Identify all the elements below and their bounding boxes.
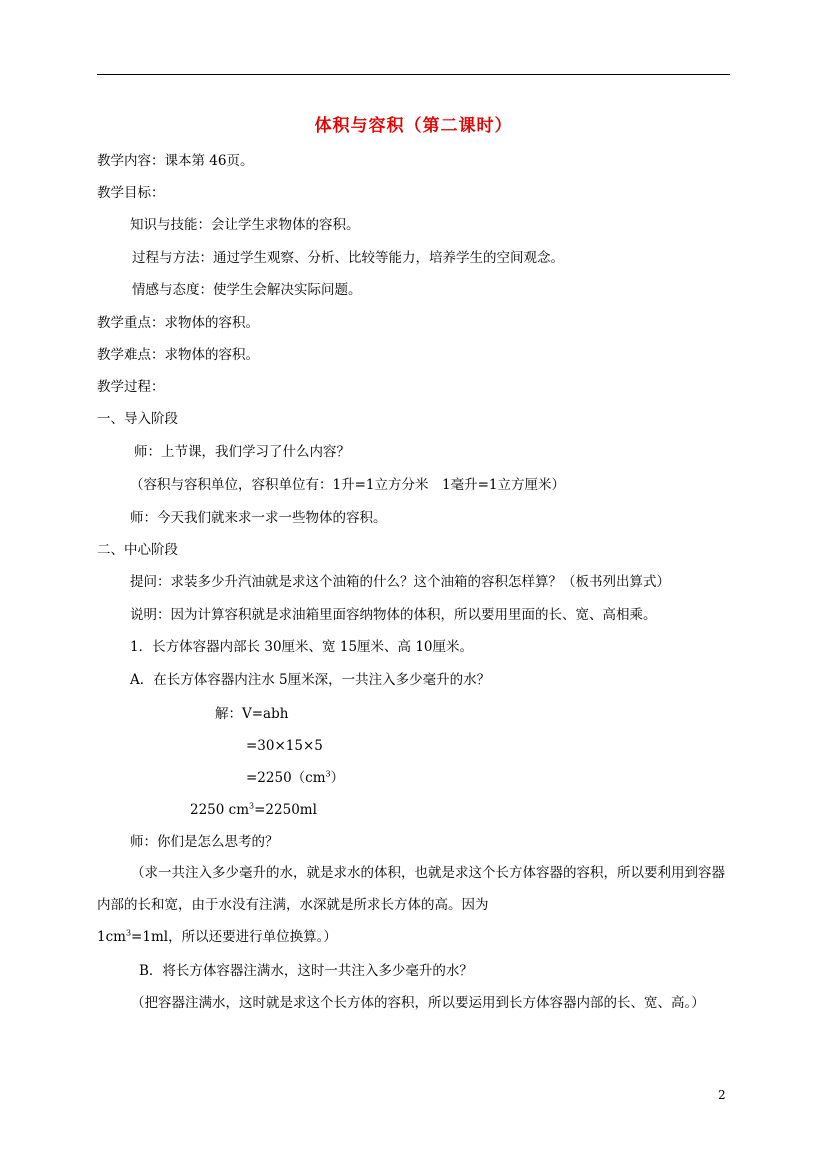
section-center-heading: 二、中心阶段 <box>97 542 178 558</box>
item-b: B．将长方体容器注满水，这时一共注入多少毫升的水？ <box>139 963 473 979</box>
teacher-question-2: 师：你们是怎么思考的？ <box>130 834 279 850</box>
teaching-procedure-heading: 教学过程： <box>97 379 165 395</box>
goal-knowledge: 知识与技能：会让学生求物体的容积。 <box>130 217 360 233</box>
solution-line-1: 解：V=abh <box>215 706 289 722</box>
paragraph-explanation-a: （求一共注入多少毫升的水，就是求水的体积，也就是求这个长方体容器的容积，所以要利用到容器内部的长和宽，由于水没有注满，水深就是所求长方体的高。因为 $1cm^3=1ml$，所以还要进行单位换算。） <box>97 865 725 945</box>
item-1: 1．长方体容器内部长 30厘米、宽 15厘米、高 10厘米。 <box>130 639 473 655</box>
teaching-difficulty: 教学难点：求物体的容积。 <box>97 347 259 363</box>
teaching-key-point: 教学重点：求物体的容积。 <box>97 315 259 331</box>
question-text: 提问：求装多少升汽油就是求这个油箱的什么？这个油箱的容积怎样算？（板书列出算式） <box>130 574 670 590</box>
solution-line-2: =30×15×5 <box>246 738 323 754</box>
teaching-goals-heading: 教学目标： <box>97 185 165 201</box>
unit-conversion: 2250 $cm^3=2250ml$ <box>190 801 317 818</box>
teaching-content: 教学内容：课本第 46页。 <box>97 153 254 169</box>
item-a: A．在长方体容器内注水 5厘米深，一共注入多少毫升的水？ <box>130 672 491 688</box>
answer-1: （容积与容积单位，容积单位有：1升=1立方分米 1毫升=1立方厘米） <box>130 477 565 493</box>
page-number: 2 <box>718 1088 726 1102</box>
document-title: 体积与容积（第二课时） <box>314 116 513 136</box>
teacher-today: 师：今天我们就来求一求一些物体的容积。 <box>130 510 387 526</box>
section-intro-heading: 一、导入阶段 <box>97 411 178 427</box>
header-rule <box>97 74 730 75</box>
goal-emotion: 情感与态度：使学生会解决实际问题。 <box>132 282 362 298</box>
explain-text: 说明：因为计算容积就是求油箱里面容纳物体的体积，所以要用里面的长、宽、高相乘。 <box>130 607 657 623</box>
goal-process: 过程与方法：通过学生观察、分析、比较等能力，培养学生的空间观念。 <box>132 250 564 266</box>
teacher-question-1: 师：上节课，我们学习了什么内容？ <box>134 444 350 460</box>
paragraph-explanation-b: （把容器注满水，这时就是求这个长方体的容积，所以要运用到长方体容器内部的长、宽、高。） <box>131 995 705 1011</box>
solution-line-3: $=2250(cm^3)$ <box>246 769 345 786</box>
